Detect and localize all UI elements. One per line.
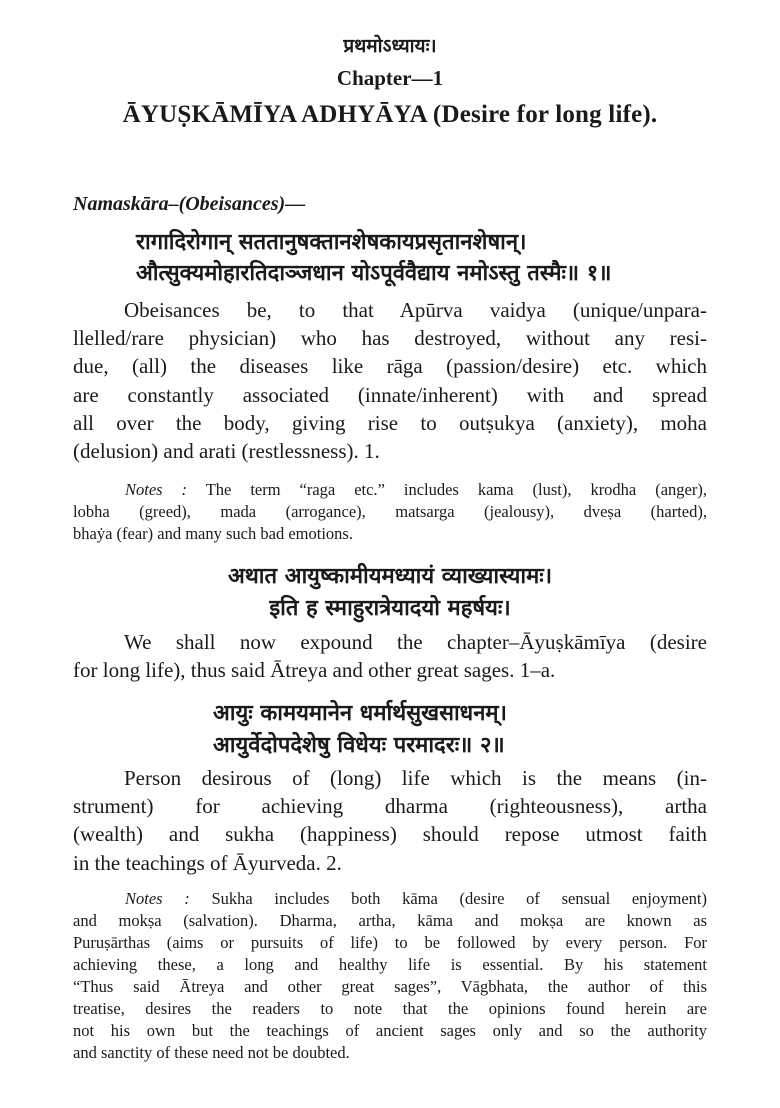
- translation-line: for long life), thus said Ātreya and other great sages. 1–a.: [73, 658, 556, 683]
- verse-1a-translation: [73, 628, 707, 684]
- verse-2-translation: [73, 764, 707, 877]
- notes-text: The term “raga etc.” includes kama (lust), krodha (anger),: [187, 480, 707, 499]
- section-title: Namaskāra–(Obeisances)—: [73, 193, 306, 215]
- notes-line: [73, 479, 707, 501]
- chapter-number: Chapter—1: [336, 66, 444, 90]
- translation-line: all over the body, giving rise to outṣukya (anxiety), moha: [73, 410, 707, 435]
- notes-line: and mokṣa (salvation). Dharma, artha, kāma and mokṣa are known as: [73, 911, 707, 930]
- notes-label: Notes :: [125, 889, 190, 908]
- verse-1-notes: [73, 479, 707, 545]
- notes-text: Sukha includes both kāma (desire of sensual enjoyment): [189, 889, 707, 908]
- translation-line: (delusion) and arati (restlessness). 1.: [73, 439, 380, 464]
- notes-line: bhaẏa (fear) and many such bad emotions.: [73, 524, 353, 543]
- notes-label: Notes :: [125, 480, 188, 499]
- translation-line: Person desirous of (long) life which is the means (in-: [124, 766, 707, 790]
- chapter-heading: ĀYUṢKĀMĪYA ADHYĀYA (Desire for long life).: [122, 101, 658, 128]
- translation-line: llelled/rare physician) who has destroyed, without any resi-: [73, 326, 707, 351]
- verse-1a-line-2: इति ह स्माहुरात्रेयादयो महर्षयः।: [269, 596, 511, 621]
- verse-2-notes: [73, 888, 707, 1064]
- translation-line: are constantly associated (innate/inherent) with and spread: [73, 382, 707, 407]
- translation-line: We shall now expound the chapter–Āyuṣkāmīya (desire: [124, 630, 707, 654]
- verse-1-line-2: औत्सुक्यमोहारतिदाञ्जधान योऽपूर्ववैद्याय नमोऽस्तु तस्मैः॥ १॥: [136, 261, 612, 286]
- verse-1-line-1: रागादिरोगान् सततानुषक्तानशेषकायप्रसृतानशेषान्।: [136, 230, 527, 255]
- verse-2-line-2: आयुर्वेदोपदेशेषु विधेयः परमादरः॥ २॥: [213, 733, 505, 758]
- sanskrit-chapter-title: प्रथमोऽध्यायः।: [343, 35, 437, 57]
- notes-line: Puruṣārthas (aims or pursuits of life) to be followed by every person. For: [73, 933, 707, 952]
- notes-line: [73, 888, 707, 910]
- notes-line: and sanctity of these need not be doubted.: [73, 1043, 350, 1062]
- verse-1-translation: [73, 296, 707, 465]
- notes-line: “Thus said Ātreya and other great sages”, Vāgbhata, the author of this: [73, 977, 707, 996]
- notes-line: achieving these, a long and healthy life is essential. By his statement: [73, 955, 707, 974]
- notes-line: lobha (greed), mada (arrogance), matsarga (jealousy), dveṣa (harted),: [73, 502, 707, 521]
- translation-line: Obeisances be, to that Apūrva vaidya (unique/unpara-: [124, 298, 707, 322]
- translation-line: due, (all) the diseases like rāga (passion/desire) etc. which: [73, 354, 707, 379]
- translation-line: (wealth) and sukha (happiness) should repose utmost faith: [73, 822, 707, 847]
- notes-line: treatise, desires the readers to note that the opinions found herein are: [73, 999, 707, 1018]
- notes-line: not his own but the teachings of ancient sages only and so the authority: [73, 1021, 707, 1040]
- verse-1a-line-1: अथात आयुष्कामीयमध्यायं व्याख्यास्यामः।: [227, 564, 553, 589]
- verse-2-line-1: आयुः कामयमानेन धर्मार्थसुखसाधनम्।: [213, 701, 507, 726]
- translation-line: strument) for achieving dharma (righteousness), artha: [73, 794, 707, 819]
- translation-line: in the teachings of Āyurveda. 2.: [73, 850, 342, 875]
